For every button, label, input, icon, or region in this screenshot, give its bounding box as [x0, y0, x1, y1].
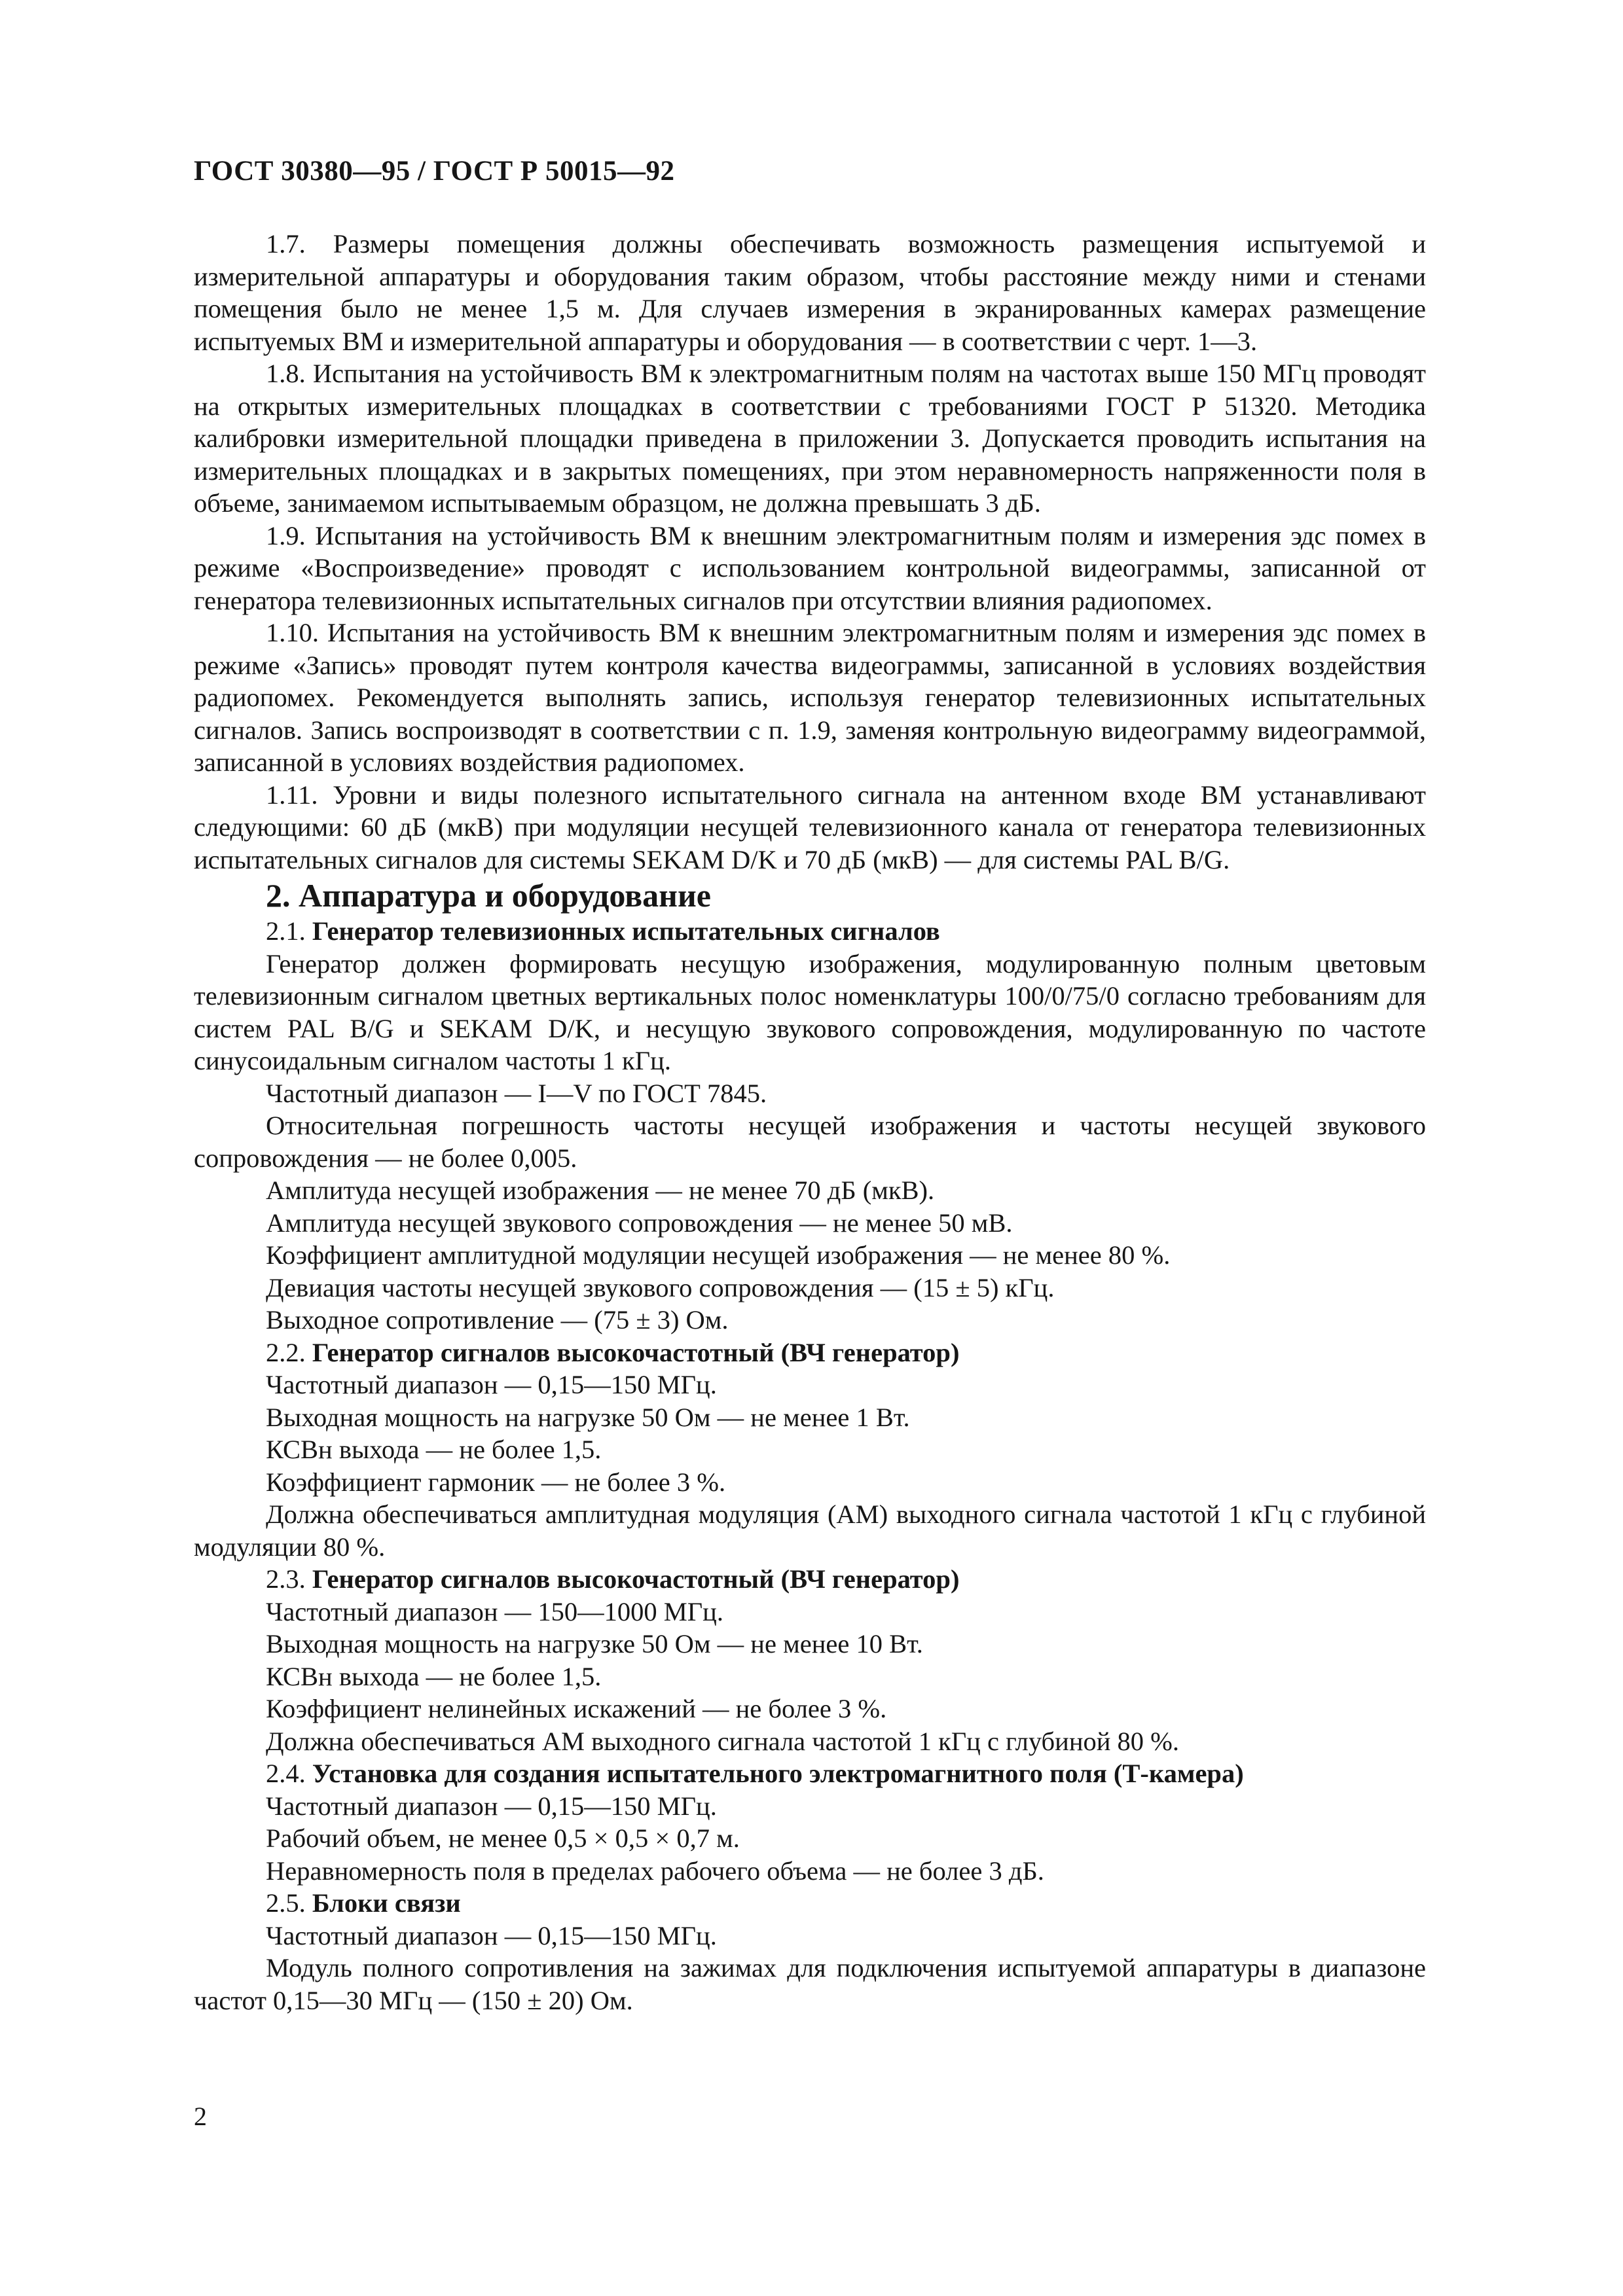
- paragraph-1-9: 1.9. Испытания на устойчивость ВМ к внешним электромагнитным полям и измерения эдс помех в режиме «Воспроизведение» проводят с использованием контрольной видеограммы, записанной от генератора телевизионных испытательных сигналов при отсутствии влияния радиопомех.: [194, 520, 1426, 615]
- paragraph-1-11: 1.11. Уровни и виды полезного испытательного сигнала на антенном входе ВМ устанавливают следующими: 60 дБ (мкВ) при модуляции несущей телевизионного канала от генератора телевизионных испытательных сигналов для системы SEKAM D/K и 70 дБ (мкВ) — для системы PAL B/G.: [194, 780, 1426, 874]
- subsection-2-1-heading: [194, 915, 1426, 948]
- subsection-2-1-title: Генератор телевизионных испытательных сигналов: [312, 916, 940, 946]
- subsection-2-4-line: Частотный диапазон — 0,15—150 МГц.: [266, 1791, 717, 1821]
- subsection-2-5-line: Частотный диапазон — 0,15—150 МГц.: [266, 1920, 717, 1950]
- subsection-2-3-line: Частотный диапазон — 150—1000 МГц.: [266, 1596, 723, 1626]
- subsection-2-1-line: Выходное сопротивление — (75 ± 3) Ом.: [266, 1305, 729, 1335]
- subsection-2-2-number: 2.2.: [266, 1337, 306, 1367]
- subsection-2-4-line: Неравномерность поля в пределах рабочего объема — не более 3 дБ.: [266, 1856, 1044, 1886]
- subsection-2-1-number: 2.1.: [266, 916, 306, 946]
- subsection-2-5-title: Блоки связи: [312, 1888, 461, 1918]
- paragraph-1-8: 1.8. Испытания на устойчивость ВМ к электромагнитным полям на частотах выше 150 МГц проводят на открытых измерительных площадках в соответствии с требованиями ГОСТ Р 51320. Методика калибровки измерительной площадки приведена в приложении 3. Допускается проводить испытания на измерительных площадках и в закрытых помещениях, при этом неравномерность напряженности поля в объеме, занимаемом испытываемым образцом, не должна превышать 3 дБ.: [194, 359, 1426, 518]
- subsection-2-1-line: Относительная погрешность частоты несущей изображения и частоты несущей звукового сопровождения — не более 0,005.: [194, 1111, 1426, 1173]
- subsection-2-2-line: Частотный диапазон — 0,15—150 МГц.: [266, 1370, 717, 1399]
- document-body: [194, 228, 1426, 2017]
- subsection-2-3-line: КСВн выхода — не более 1,5.: [266, 1661, 602, 1691]
- subsection-2-2-line: КСВн выхода — не более 1,5.: [266, 1435, 602, 1464]
- subsection-2-4-heading: [194, 1757, 1426, 1790]
- subsection-2-5-line: Модуль полного сопротивления на зажимах для подключения испытуемой аппаратуры в диапазоне частот 0,15—30 МГц — (150 ± 20) Ом.: [194, 1953, 1426, 2015]
- page-number: 2: [194, 2102, 207, 2131]
- subsection-2-3-title: Генератор сигналов высокочастотный (ВЧ генератор): [312, 1564, 960, 1594]
- subsection-2-1-line: Коэффициент амплитудной модуляции несущей изображения — не менее 80 %.: [266, 1240, 1171, 1270]
- subsection-2-2-title: Генератор сигналов высокочастотный (ВЧ генератор): [312, 1337, 960, 1367]
- subsection-2-3-line: Коэффициент нелинейных искажений — не более 3 %.: [266, 1694, 887, 1723]
- subsection-2-1-line: Девиация частоты несущей звукового сопровождения — (15 ± 5) кГц.: [266, 1272, 1055, 1302]
- subsection-2-2-line: Должна обеспечиваться амплитудная модуляция (АМ) выходного сигнала частотой 1 кГц с глубиной модуляции 80 %.: [194, 1499, 1426, 1562]
- subsection-2-5-number: 2.5.: [266, 1888, 306, 1918]
- subsection-2-3-line: Должна обеспечиваться АМ выходного сигнала частотой 1 кГц с глубиной 80 %.: [266, 1726, 1180, 1756]
- subsection-2-4-line: Рабочий объем, не менее 0,5 × 0,5 × 0,7 м.: [266, 1823, 740, 1853]
- subsection-2-1-line: Амплитуда несущей изображения — не менее 70 дБ (мкВ).: [266, 1175, 935, 1205]
- subsection-2-5-heading: [194, 1887, 1426, 1920]
- subsection-2-3-number: 2.3.: [266, 1564, 306, 1594]
- subsection-2-2-line: Выходная мощность на нагрузке 50 Ом — не менее 1 Вт.: [266, 1402, 910, 1432]
- subsection-2-3-heading: [194, 1563, 1426, 1596]
- section-2-title: 2. Аппаратура и оборудование: [266, 877, 711, 914]
- subsection-2-2-heading: [194, 1336, 1426, 1369]
- paragraph-1-10: 1.10. Испытания на устойчивость ВМ к внешним электромагнитным полям и измерения эдс помех в режиме «Запись» проводят путем контроля качества видеограммы, записанной в условиях воздействия радиопомех. Рекомендуется выполнять запись, используя генератор телевизионных испытательных сигналов. Запись воспроизводят в соответствии с п. 1.9, заменяя контрольную видеограмму видеограммой, записанной в условиях воздействия радиопомех.: [194, 618, 1426, 777]
- subsection-2-1-line: Генератор должен формировать несущую изображения, модулированную полным цветовым телевизионным сигналом цветных вертикальных полос номенклатуры 100/0/75/0 согласно требованиям для систем PAL B/G и SEKAM D/K, и несущую звукового сопровождения, модулированную по частоте синусоидальным сигналом частоты 1 кГц.: [194, 948, 1426, 1075]
- subsection-2-3-line: Выходная мощность на нагрузке 50 Ом — не менее 10 Вт.: [266, 1629, 923, 1659]
- paragraph-1-7: 1.7. Размеры помещения должны обеспечивать возможность размещения испытуемой и измерительной аппаратуры и оборудования таким образом, чтобы расстояние между ними и стенами помещения было не менее 1,5 м. Для случаев измерения в экранированных камерах размещение испытуемых ВМ и измерительной аппаратуры и оборудования — в соответствии с черт. 1—3.: [194, 229, 1426, 356]
- subsection-2-1-line: Амплитуда несущей звукового сопровождения — не менее 50 мВ.: [266, 1208, 1013, 1238]
- subsection-2-4-number: 2.4.: [266, 1759, 306, 1788]
- document-header: ГОСТ 30380—95 / ГОСТ Р 50015—92: [194, 156, 675, 187]
- subsection-2-1-line: Частотный диапазон — I—V по ГОСТ 7845.: [266, 1078, 767, 1108]
- subsection-2-4-title: Установка для создания испытательного электромагнитного поля (Т-камера): [312, 1759, 1244, 1788]
- subsection-2-2-line: Коэффициент гармоник — не более 3 %.: [266, 1467, 726, 1497]
